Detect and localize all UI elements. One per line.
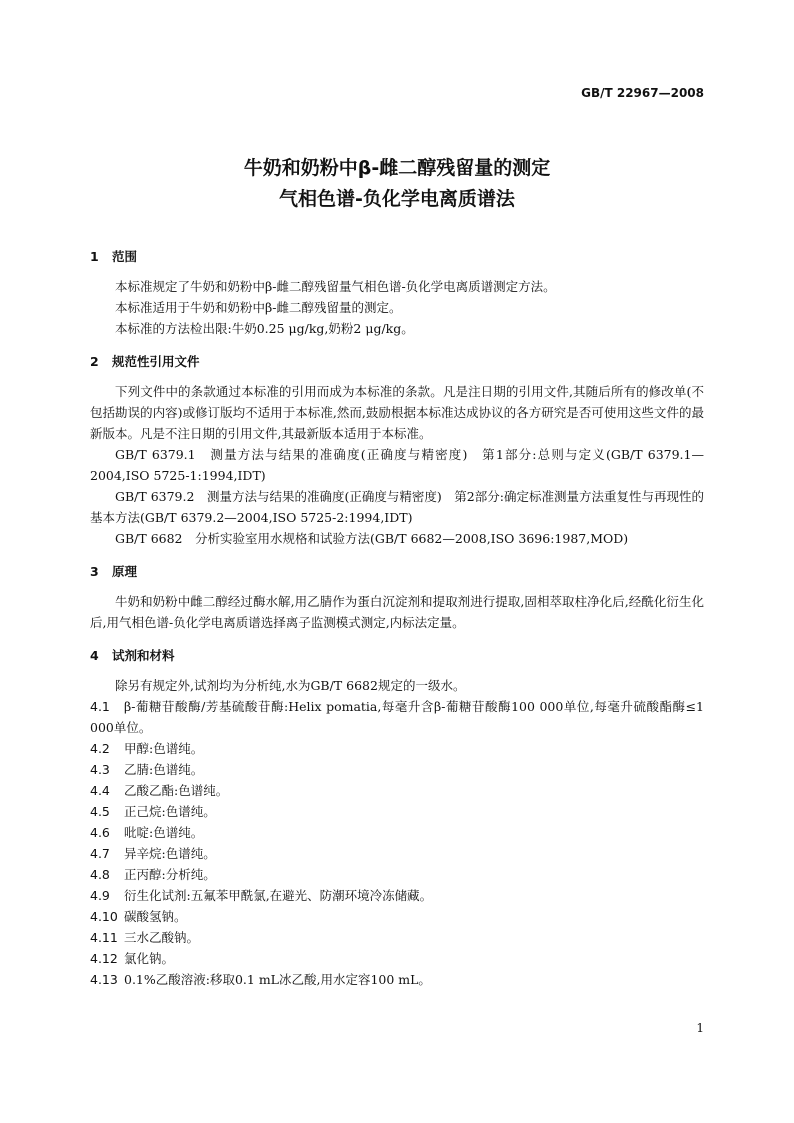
paragraph: 牛奶和奶粉中雌二醇经过酶水解,用乙腈作为蛋白沉淀剂和提取剂进行提取,固相萃取柱净化后,经酰化衍生化后,用气相色谱-负化学电离质谱选择离子监测模式测定,内标法定量。 [90,594,704,630]
list-item [90,885,704,906]
list-item [90,864,704,885]
paragraph: 本标准适用于牛奶和奶粉中β-雌二醇残留量的测定。 [115,300,402,315]
list-item [90,927,704,948]
reference-item: GB/T 6682 分析实验室用水规格和试验方法(GB/T 6682—2008,ISO 3696:1987,MOD) [115,531,629,546]
item-number: 4.10 [90,909,118,924]
section-title: 规范性引用文件 [112,354,200,369]
item-number: 4.12 [90,951,118,966]
item-text: 氯化钠。 [124,951,175,966]
paragraph: 本标准的方法检出限:牛奶0.25 μg/kg,奶粉2 μg/kg。 [115,321,414,336]
item-text: 正丙醇:分析纯。 [124,867,216,882]
item-text: 乙酸乙酯:色谱纯。 [124,783,229,798]
paragraph: 本标准规定了牛奶和奶粉中β-雌二醇残留量气相色谱-负化学电离质谱测定方法。 [115,279,556,294]
standard-code: GB/T 22967—2008 [581,86,704,100]
list-item [90,969,704,990]
reference-item: GB/T 6379.1 测量方法与结果的准确度(正确度与精密度) 第1部分:总则与定义(GB/T 6379.1—2004,ISO 5725-1:1994,IDT) [90,447,704,483]
item-text: 衍生化试剂:五氟苯甲酰氯,在避光、防潮环境冷冻储藏。 [124,888,433,903]
section-number: 3 [90,564,99,579]
reference-item: GB/T 6379.2 测量方法与结果的准确度(正确度与精密度) 第2部分:确定标准测量方法重复性与再现性的基本方法(GB/T 6379.2—2004,ISO 5725-2:1994,IDT) [90,489,704,525]
list-item [90,843,704,864]
list-item [90,822,704,843]
item-text: 三水乙酸钠。 [124,930,200,945]
paragraph: 除另有规定外,试剂均为分析纯,水为GB/T 6682规定的一级水。 [115,678,466,693]
item-text: 0.1%乙酸溶液:移取0.1 mL冰乙酸,用水定容100 mL。 [124,972,431,987]
item-number: 4.11 [90,930,118,945]
item-number: 4.2 [90,741,110,756]
page-number: 1 [696,1021,704,1035]
section-4-heading [90,645,704,666]
section-title: 试剂和材料 [112,648,175,663]
list-item [90,738,704,759]
item-text: β-葡糖苷酸酶/芳基硫酸苷酶:Helix pomatia,每毫升含β-葡糖苷酸酶100 000单位,每毫升硫酸酯酶≤1 000单位。 [90,699,704,735]
list-item [90,696,704,738]
section-number: 1 [90,249,99,264]
list-item [90,780,704,801]
item-number: 4.13 [90,972,118,987]
item-text: 异辛烷:色谱纯。 [124,846,216,861]
item-text: 吡啶:色谱纯。 [124,825,204,840]
document-body [90,246,704,990]
section-1-heading [90,246,704,267]
item-text: 碳酸氢钠。 [124,909,187,924]
list-item [90,759,704,780]
document-title-line-2: 气相色谱-负化学电离质谱法 [279,188,515,210]
section-2-heading [90,351,704,372]
item-number: 4.9 [90,888,110,903]
item-number: 4.8 [90,867,110,882]
document-title-line-1: 牛奶和奶粉中β-雌二醇残留量的测定 [243,157,551,179]
list-item [90,948,704,969]
section-title: 范围 [112,249,138,264]
section-number: 2 [90,354,99,369]
item-number: 4.1 [90,699,110,714]
list-item [90,801,704,822]
item-number: 4.5 [90,804,110,819]
section-number: 4 [90,648,99,663]
item-text: 乙腈:色谱纯。 [124,762,204,777]
list-item [90,906,704,927]
section-title: 原理 [112,564,138,579]
item-text: 甲醇:色谱纯。 [124,741,204,756]
item-number: 4.6 [90,825,110,840]
item-number: 4.4 [90,783,110,798]
paragraph: 下列文件中的条款通过本标准的引用而成为本标准的条款。凡是注日期的引用文件,其随后所有的修改单(不包括勘误的内容)或修订版均不适用于本标准,然而,鼓励根据本标准达成协议的各方研究是否可使用这些文件的最新版本。凡是不注日期的引用文件,其最新版本适用于本标准。 [90,384,704,441]
item-number: 4.7 [90,846,110,861]
item-text: 正己烷:色谱纯。 [124,804,216,819]
item-number: 4.3 [90,762,110,777]
section-3-heading [90,561,704,582]
